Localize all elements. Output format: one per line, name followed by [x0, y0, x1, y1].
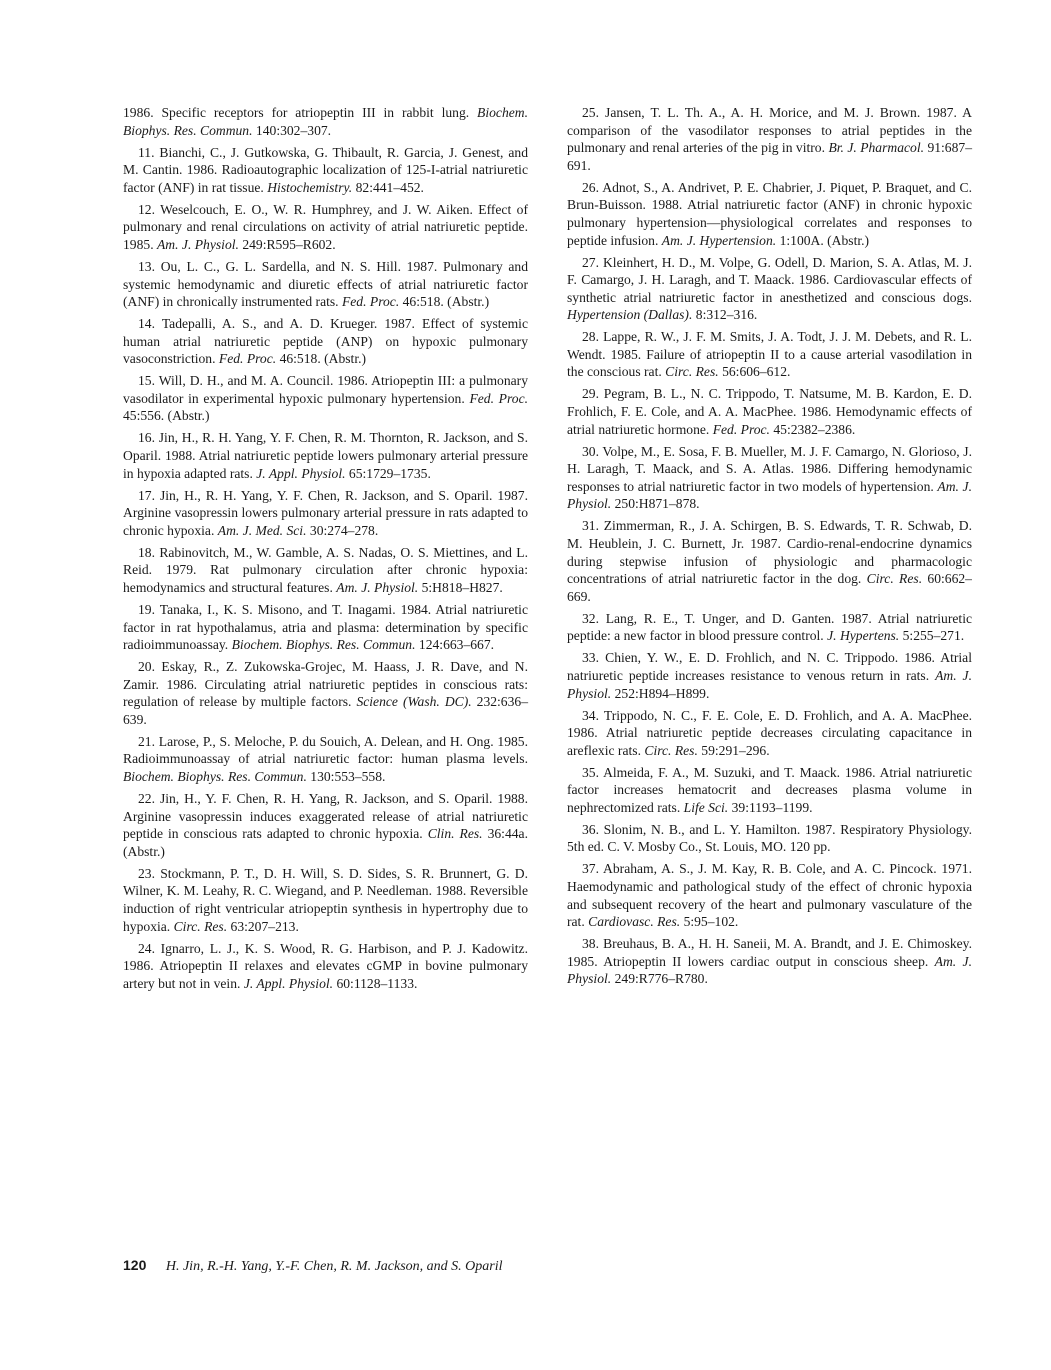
reference-journal: Am. J. Hypertension.	[661, 232, 777, 248]
reference-volume-pages: 46:518. (Abstr.)	[402, 294, 490, 310]
reference-entry	[567, 821, 972, 856]
reference-text: 31. Zimmerman, R., J. A. Schirgen, B. S. Edwards, T. R. Schwab, D. M. Heublein, J. C. Burnett, Jr. 1987. Cardio-renal-endocrine dynamics during stepwise infusion of physiologic and pharmacologic concentrations of atrial natriuretic factor in the dog.	[567, 518, 972, 587]
reference-entry	[567, 707, 972, 760]
reference-entry	[567, 385, 972, 438]
reference-journal: Biochem. Biophys. Res. Commun.	[123, 105, 528, 138]
reference-volume-pages: 249:R595–R602.	[242, 236, 336, 252]
reference-text: 27. Kleinhert, H. D., M. Volpe, G. Odell, D. Marion, S. A. Atlas, M. J. F. Camargo, J. H. Laragh, and T. Maack. 1986. Cardiovascular effects of synthetic atrial natriuretic factor in anesthetized and conscious dogs.	[567, 254, 972, 305]
reference-journal: Circ. Res.	[644, 742, 698, 758]
reference-volume-pages: 232:636–639.	[123, 694, 528, 727]
reference-volume-pages: 130:553–558.	[310, 769, 386, 785]
reference-text: 16. Jin, H., R. H. Yang, Y. F. Chen, R. M. Thornton, R. Jackson, and S. Oparil. 1988. Atrial natriuretic peptide lowers pulmonary arterial pressure in hypoxia adapted rats.	[123, 430, 528, 481]
reference-text: 37. Abraham, A. S., J. M. Kay, R. B. Cole, and A. C. Pincock. 1971. Haemodynamic and pathological study of the effect of chronic hypoxia and subsequent recovery of the heart and pulmonary vasculature of the rat.	[567, 861, 972, 930]
reference-text: 35. Almeida, F. A., M. Suzuki, and T. Maack. 1986. Atrial natriuretic factor increases hematocrit and decreases plasma volume in nephrectomized rats.	[567, 764, 972, 815]
reference-volume-pages: 82:441–452.	[355, 179, 424, 195]
reference-text: 32. Lang, R. E., T. Unger, and D. Ganten. 1987. Atrial natriuretic peptide: a new factor in blood pressure control.	[567, 610, 972, 644]
reference-volume-pages: 91:687–691.	[567, 140, 972, 173]
reference-entry	[123, 201, 528, 254]
reference-journal: Science (Wash. DC).	[356, 694, 472, 710]
reference-entry	[567, 764, 972, 817]
reference-journal: Life Sci.	[683, 799, 729, 815]
reference-journal: Circ. Res.	[866, 571, 923, 587]
reference-entry	[567, 517, 972, 605]
reference-volume-pages: 45:2382–2386.	[773, 421, 856, 437]
reference-journal: Cardiovasc. Res.	[588, 914, 681, 930]
reference-journal: J. Hypertens.	[827, 628, 900, 644]
reference-text: 30. Volpe, M., E. Sosa, F. B. Mueller, M. J. F. Camargo, N. Glorioso, J. H. Laragh, T. Maack, and S. A. Atlas. 1986. Differing hemodynamic responses to atrial natriuretic factor in two models of hypertension.	[567, 443, 972, 494]
reference-entry	[123, 144, 528, 197]
reference-journal: Circ. Res.	[665, 364, 719, 380]
reference-entry	[567, 443, 972, 513]
reference-text: 36. Slonim, N. B., and L. Y. Hamilton. 1987. Respiratory Physiology. 5th ed. C. V. Mosby Co., St. Louis, MO. 120 pp.	[567, 821, 972, 855]
reference-entry	[567, 179, 972, 249]
reference-journal: Am. J. Physiol.	[567, 667, 972, 701]
reference-text: 38. Breuhaus, B. A., H. H. Saneii, M. A. Brandt, and J. E. Chimoskey. 1985. Atriopeptin II lowers cardiac output in conscious sheep.	[567, 936, 972, 969]
reference-volume-pages: 36:44a. (Abstr.)	[123, 826, 528, 859]
reference-volume-pages: 5:H818–H827.	[421, 579, 503, 595]
reference-entry	[123, 315, 528, 368]
reference-volume-pages: 60:662–669.	[567, 571, 972, 604]
reference-volume-pages: 65:1729–1735.	[348, 465, 431, 481]
reference-entry	[123, 865, 528, 935]
reference-entry	[123, 104, 528, 139]
reference-entry	[123, 658, 528, 728]
reference-volume-pages: 30:274–278.	[309, 522, 379, 538]
reference-journal: Fed. Proc.	[218, 351, 277, 367]
reference-volume-pages: 250:H871–878.	[614, 496, 700, 512]
reference-text: 17. Jin, H., R. H. Yang, Y. F. Chen, R. Jackson, and S. Oparil. 1987. Arginine vasopressin lowers pulmonary arterial pressure in rats adapted to chronic hypoxia.	[123, 487, 528, 538]
reference-volume-pages: 252:H894–H899.	[614, 685, 710, 701]
reference-entry	[567, 104, 972, 174]
reference-entry	[123, 544, 528, 597]
reference-entry	[123, 733, 528, 786]
reference-volume-pages: 140:302–307.	[255, 122, 332, 138]
reference-volume-pages: 45:556. (Abstr.)	[123, 408, 210, 424]
reference-text: 18. Rabinovitch, M., W. Gamble, A. S. Nadas, O. S. Miettines, and L. Reid. 1979. Rat pulmonary circulation after chronic hypoxia: hemodynamics and structural features.	[123, 544, 528, 595]
reference-entry	[123, 372, 528, 425]
reference-text: 29. Pegram, B. L., N. C. Trippodo, T. Natsume, M. B. Kardon, E. D. Frohlich, F. E. Cole, and A. A. MacPhee. 1986. Hemodynamic effects of atrial natriuretic hormone.	[567, 386, 972, 437]
reference-journal: Fed. Proc.	[469, 390, 529, 406]
reference-text: 34. Trippodo, N. C., F. E. Cole, E. D. Frohlich, and A. A. MacPhee. 1986. Atrial natriuretic peptide decreases circulating capacitance in areflexic rats.	[567, 707, 972, 758]
reference-entry	[123, 487, 528, 540]
reference-journal: Am. J. Physiol.	[567, 478, 972, 512]
reference-journal: Hypertension (Dallas).	[567, 307, 693, 323]
reference-journal: Am. J. Physiol.	[567, 953, 972, 987]
reference-volume-pages: 1:100A. (Abstr.)	[779, 232, 870, 248]
reference-text: 11. Bianchi, C., J. Gutkowska, G. Thibault, R. Garcia, J. Genest, and M. Cantin. 1986. Radioautographic localization of 125-I-atrial natriuretic factor (ANF) in rat tissue.	[123, 144, 528, 195]
reference-entry	[567, 935, 972, 988]
reference-journal: Histochemistry.	[267, 179, 353, 195]
reference-entry	[123, 429, 528, 482]
reference-journal: Fed. Proc.	[712, 421, 770, 437]
reference-volume-pages: 124:663–667.	[418, 637, 495, 653]
reference-text: 19. Tanaka, I., K. S. Misono, and T. Inagami. 1984. Atrial natriuretic factor in rat hypothalamus, atria and plasma: determination by specific radioimmunoassay.	[123, 601, 528, 653]
reference-journal: Am. J. Med. Sci.	[217, 522, 307, 538]
reference-text: 14. Tadepalli, A. S., and A. D. Krueger. 1987. Effect of systemic human atrial natriuretic peptide (ANP) on hypoxic pulmonary vasoconstriction.	[123, 316, 528, 367]
reference-text: 28. Lappe, R. W., J. F. M. Smits, J. A. Todt, J. J. M. Debets, and R. L. Wendt. 1985. Failure of atriopeptin II to a cause arterial vasodilation in the conscious rat.	[567, 329, 972, 380]
reference-journal: Clin. Res.	[427, 826, 483, 842]
running-authors: H. Jin, R.-H. Yang, Y.-F. Chen, R. M. Jackson, and S. Oparil	[165, 1259, 503, 1274]
page-number: 120	[123, 1257, 147, 1273]
reference-entry	[123, 940, 528, 993]
reference-volume-pages: 56:606–612.	[722, 364, 791, 380]
reference-text: 1986. Specific receptors for atriopeptin III in rabbit lung.	[123, 105, 470, 120]
reference-text: 24. Ignarro, L. J., K. S. Wood, R. G. Harbison, and P. J. Kadowitz. 1986. Atriopeptin II relaxes and elevates cGMP in bovine pulmonary artery but not in vein.	[123, 940, 528, 991]
reference-journal: J. Appl. Physiol.	[243, 975, 334, 991]
reference-entry	[123, 601, 528, 654]
reference-text: 25. Jansen, T. L. Th. A., A. H. Morice, and M. J. Brown. 1987. A comparison of the vasodilator responses to atrial peptides in the pulmonary and renal arteries of the pig in vitro.	[567, 105, 972, 156]
reference-journal: J. Appl. Physiol.	[256, 465, 346, 481]
reference-text: 13. Ou, L. C., G. L. Sardella, and N. S. Hill. 1987. Pulmonary and systemic hemodynamic and diuretic effects of atrial natriuretic factor (ANF) in chronically instrumented rats.	[123, 258, 528, 310]
reference-volume-pages: 63:207–213.	[230, 918, 299, 934]
reference-text: 33. Chien, Y. W., E. D. Frohlich, and N. C. Trippodo. 1986. Atrial natriuretic peptide increases resistance to venous return in rats.	[567, 650, 972, 683]
reference-text: 15. Will, D. H., and M. A. Council. 1986. Atriopeptin III: a pulmonary vasodilator in experimental hypoxic pulmonary hypertension.	[123, 373, 528, 406]
reference-entry	[567, 610, 972, 645]
reference-journal: Am. J. Physiol.	[336, 579, 419, 595]
reference-journal: Circ. Res.	[173, 918, 228, 934]
reference-journal: Fed. Proc.	[341, 294, 400, 310]
reference-entry	[567, 649, 972, 702]
reference-text: 26. Adnot, S., A. Andrivet, P. E. Chabrier, J. Piquet, P. Braquet, and C. Brun-Buisson. 1988. Atrial natriuretic factor (ANF) in chronic hypoxic pulmonary hypertension—physiological correlates and responses to peptide infusion.	[567, 179, 972, 248]
page-footer	[123, 1256, 503, 1276]
reference-text: 23. Stockmann, P. T., D. H. Will, S. D. Sides, S. R. Brunnert, G. D. Wilner, K. M. Leahy, R. C. Wiegand, and P. Needleman. 1988. Reversible induction of right ventricular atriopeptin synthesis in hypertrophy due to hypoxia.	[123, 865, 528, 934]
reference-volume-pages: 59:291–296.	[701, 742, 770, 758]
reference-journal: Biochem. Biophys. Res. Commun.	[231, 637, 416, 653]
reference-text: 20. Eskay, R., Z. Zukowska-Grojec, M. Haass, J. R. Dave, and N. Zamir. 1986. Circulating atrial natriuretic peptides in conscious rats: regulation of release by multiple factors.	[123, 659, 528, 710]
reference-volume-pages: 5:95–102.	[683, 914, 739, 930]
reference-journal: Am. J. Physiol.	[157, 236, 239, 252]
reference-volume-pages: 8:312–316.	[695, 307, 758, 323]
reference-volume-pages: 249:R776–R780.	[614, 971, 708, 987]
reference-volume-pages: 60:1128–1133.	[336, 975, 418, 991]
reference-text: 21. Larose, P., S. Meloche, P. du Souich, A. Delean, and H. Ong. 1985. Radioimmunoassay of atrial natriuretic factor: human plasma levels.	[123, 733, 528, 767]
reference-text: 22. Jin, H., Y. F. Chen, R. H. Yang, R. Jackson, and S. Oparil. 1988. Arginine vasopressin induces exaggerated release of atrial natriuretic peptide in conscious rats adapted to chronic hypoxia.	[123, 791, 528, 842]
reference-entry	[567, 328, 972, 381]
reference-volume-pages: 46:518. (Abstr.)	[279, 351, 367, 367]
reference-entry	[567, 254, 972, 324]
reference-volume-pages: 39:1193–1199.	[731, 799, 813, 815]
references-right-column	[567, 104, 972, 992]
reference-entry	[123, 790, 528, 860]
references-left-column	[123, 104, 528, 997]
reference-journal: Br. J. Pharmacol.	[828, 140, 925, 156]
reference-volume-pages: 5:255–271.	[902, 628, 965, 644]
reference-entry	[567, 860, 972, 930]
reference-journal: Biochem. Biophys. Res. Commun.	[123, 769, 307, 785]
reference-text: 12. Weselcouch, E. O., W. R. Humphrey, and J. W. Aiken. Effect of pulmonary and renal circulations on activity of atrial natriuretic peptide. 1985.	[123, 201, 528, 252]
reference-entry	[123, 258, 528, 311]
